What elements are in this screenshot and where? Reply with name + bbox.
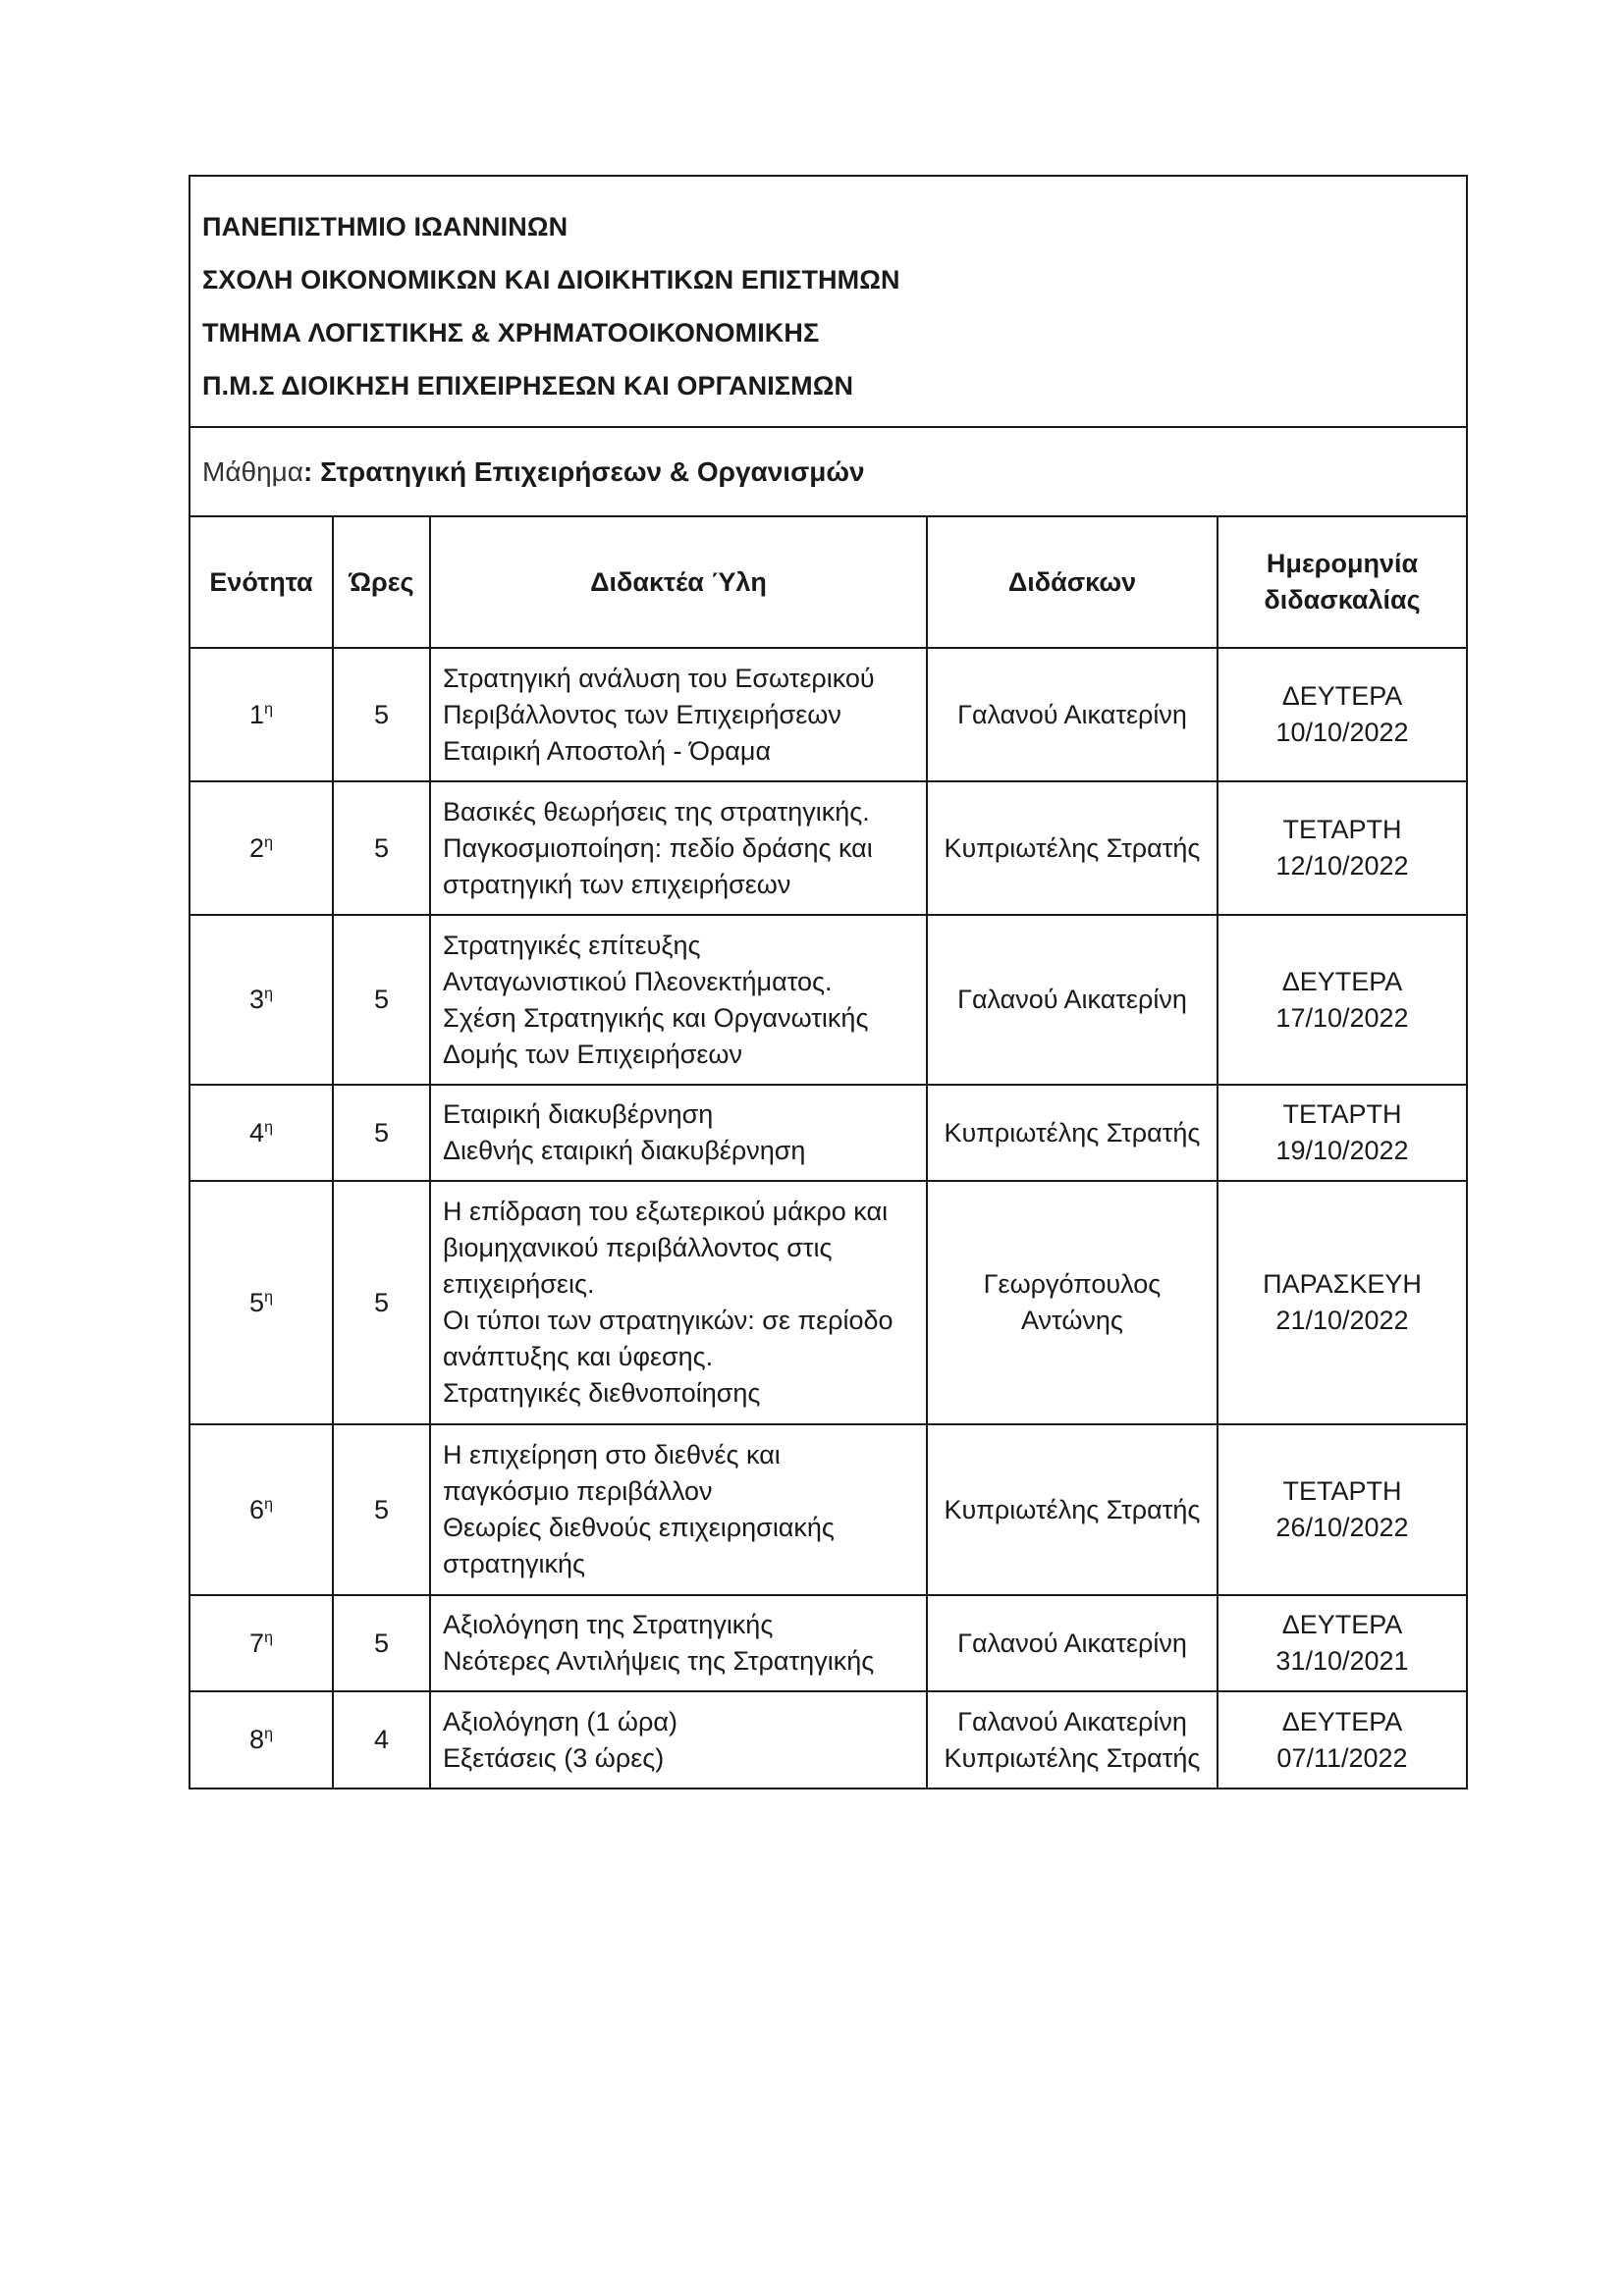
topic-line: Βασικές θεωρήσεις της στρατηγικής.	[443, 796, 870, 827]
date-cell	[1218, 915, 1466, 1085]
hours-cell: 5	[333, 648, 430, 781]
topic-line: Η επίδραση του εξωτερικού μάκρο και	[443, 1197, 889, 1226]
unit-cell	[190, 1424, 333, 1595]
course-line	[190, 428, 1466, 517]
teacher-name: Κυπριωτέλης Στρατής	[944, 1117, 1201, 1148]
course-separator: :	[302, 455, 321, 487]
date-cell	[1218, 1085, 1466, 1181]
unit-ordinal-suffix: η	[264, 1288, 273, 1306]
date-cell	[1218, 1181, 1466, 1424]
topic-line: Η επιχείρηση στο διεθνές και	[443, 1440, 781, 1469]
table-row	[190, 1085, 1466, 1181]
topic-line: βιομηχανικού περιβάλλοντος στις	[443, 1233, 833, 1262]
teacher-name: Γαλανού Αικατερίνη	[957, 1706, 1187, 1736]
column-header-unit: Ενότητα	[190, 517, 333, 648]
lesson-date: 17/10/2022	[1275, 1002, 1409, 1033]
unit-ordinal-suffix: η	[264, 1629, 273, 1646]
unit-ordinal-suffix: η	[264, 1726, 273, 1742]
unit-cell	[190, 781, 333, 915]
teacher-name: Γαλανού Αικατερίνη	[957, 1628, 1187, 1658]
unit-ordinal-suffix: η	[264, 833, 273, 851]
weekday: ΤΕΤΑΡΤΗ	[1282, 1099, 1402, 1129]
school-name: ΣΧΟΛΗ ΟΙΚΟΝΟΜΙΚΩΝ ΚΑΙ ΔΙΟΙΚΗΤΙΚΩΝ ΕΠΙΣΤΗΜΩΝ	[202, 265, 900, 294]
teacher-cell	[927, 1424, 1218, 1595]
topic-cell	[430, 915, 927, 1085]
date-cell	[1218, 648, 1466, 781]
table-header-row	[190, 517, 1466, 648]
weekday: ΠΑΡΑΣΚΕΥΗ	[1263, 1269, 1422, 1299]
topic-line: επιχειρήσεις.	[443, 1269, 595, 1299]
table-row	[190, 781, 1466, 915]
topic-line: στρατηγική των επιχειρήσεων	[443, 869, 791, 899]
teacher-name: Γεωργόπουλος	[983, 1269, 1162, 1299]
teacher-name: Κυπριωτέλης Στρατής	[944, 1742, 1201, 1773]
teacher-cell	[927, 915, 1218, 1085]
date-cell	[1218, 781, 1466, 915]
topic-line: Αξιολόγηση της Στρατηγικής	[443, 1610, 774, 1639]
topic-line: Ανταγωνιστικού Πλεονεκτήματος.	[443, 966, 833, 996]
teacher-name: Αντώνης	[1021, 1306, 1123, 1335]
topic-line: Εξετάσεις (3 ώρες)	[443, 1742, 665, 1773]
date-cell	[1218, 1691, 1466, 1788]
lesson-date: 26/10/2022	[1275, 1513, 1409, 1542]
unit-cell	[190, 648, 333, 781]
date-cell	[1218, 1595, 1466, 1691]
program-name: Π.Μ.Σ ΔΙΟΙΚΗΣΗ ΕΠΙΧΕΙΡΗΣΕΩΝ ΚΑΙ ΟΡΓΑΝΙΣΜΩΝ	[202, 371, 854, 400]
teacher-name: Γαλανού Αικατερίνη	[957, 985, 1187, 1014]
institution-header	[190, 177, 1466, 428]
unit-ordinal-suffix: η	[264, 986, 273, 1002]
table-row	[190, 1595, 1466, 1691]
unit-cell	[190, 915, 333, 1085]
table-row	[190, 648, 1466, 781]
topic-cell	[430, 1691, 927, 1788]
unit-number: 8	[249, 1725, 265, 1754]
unit-number: 3	[249, 985, 265, 1014]
teacher-name: Κυπριωτέλης Στρατής	[944, 832, 1201, 863]
topic-cell	[430, 781, 927, 915]
hours-cell: 5	[333, 781, 430, 915]
topic-line: στρατηγικής	[443, 1549, 586, 1578]
unit-ordinal-suffix: η	[264, 700, 273, 718]
hours-cell: 5	[333, 1424, 430, 1595]
unit-number: 4	[249, 1117, 265, 1148]
topic-line: Στρατηγική ανάλυση του Εσωτερικού	[443, 663, 875, 693]
topic-line: Σχέση Στρατηγικής και Οργανωτικής	[443, 1002, 869, 1033]
unit-cell	[190, 1595, 333, 1691]
lesson-date: 19/10/2022	[1275, 1136, 1409, 1165]
weekday: ΤΕΤΑΡΤΗ	[1282, 1476, 1402, 1506]
weekday: ΔΕΥΤΕΡΑ	[1281, 966, 1403, 996]
teacher-cell	[927, 1595, 1218, 1691]
topic-cell	[430, 648, 927, 781]
teacher-cell	[927, 1691, 1218, 1788]
teacher-name: Κυπριωτέλης Στρατής	[944, 1494, 1201, 1524]
column-header-date-line: Ημερομηνία	[1266, 549, 1419, 578]
topic-cell	[430, 1181, 927, 1424]
teacher-cell	[927, 648, 1218, 781]
weekday: ΔΕΥΤΕΡΑ	[1281, 1706, 1403, 1736]
lesson-date: 12/10/2022	[1275, 851, 1409, 881]
lesson-date: 10/10/2022	[1275, 718, 1409, 747]
hours-cell: 5	[333, 915, 430, 1085]
teacher-cell	[927, 1085, 1218, 1181]
unit-ordinal-suffix: η	[264, 1495, 273, 1513]
lesson-date: 31/10/2021	[1275, 1646, 1409, 1676]
course-name: Στρατηγική Επιχειρήσεων & Οργανισμών	[320, 455, 865, 487]
table-row	[190, 915, 1466, 1085]
column-header-hours: Ώρες	[333, 517, 430, 648]
topic-line: Αξιολόγηση (1 ώρα)	[443, 1706, 677, 1736]
weekday: ΔΕΥΤΕΡΑ	[1281, 1610, 1403, 1639]
topic-cell	[430, 1085, 927, 1181]
hours-cell: 4	[333, 1691, 430, 1788]
weekday: ΤΕΤΑΡΤΗ	[1282, 815, 1402, 844]
topic-line: Δομής των Επιχειρήσεων	[443, 1039, 743, 1069]
unit-ordinal-suffix: η	[264, 1118, 273, 1136]
weekday: ΔΕΥΤΕΡΑ	[1281, 681, 1403, 711]
hours-cell: 5	[333, 1085, 430, 1181]
lesson-date: 07/11/2022	[1276, 1742, 1408, 1773]
teacher-cell	[927, 1181, 1218, 1424]
department-name: ΤΜΗΜΑ ΛΟΓΙΣΤΙΚΗΣ & ΧΡΗΜΑΤΟΟΙΚΟΝΟΜΙΚΗΣ	[202, 318, 820, 347]
schedule-table-body	[190, 648, 1466, 1788]
table-row	[190, 1691, 1466, 1788]
date-cell	[1218, 1424, 1466, 1595]
column-header-topic: Διδακτέα Ύλη	[430, 517, 927, 648]
unit-cell	[190, 1181, 333, 1424]
topic-line: Περιβάλλοντος των Επιχειρήσεων	[443, 699, 841, 729]
table-row	[190, 1424, 1466, 1595]
unit-cell	[190, 1691, 333, 1788]
unit-number: 6	[249, 1494, 265, 1524]
unit-number: 1	[249, 699, 265, 729]
topic-line: Νεότερες Αντιλήψεις της Στρατηγικής	[443, 1646, 875, 1676]
university-name: ΠΑΝΕΠΙΣΤΗΜΙΟ ΙΩΑΝΝΙΝΩΝ	[202, 212, 568, 241]
teacher-cell	[927, 781, 1218, 915]
teacher-name: Γαλανού Αικατερίνη	[957, 699, 1187, 729]
topic-line: Διεθνής εταιρική διακυβέρνηση	[443, 1136, 806, 1165]
column-header-teacher: Διδάσκων	[927, 517, 1218, 648]
column-header-date	[1218, 517, 1466, 648]
unit-number: 5	[249, 1287, 265, 1317]
topic-line: ανάπτυξης και ύφεσης.	[443, 1342, 714, 1371]
column-header-date-line: διδασκαλίας	[1264, 585, 1421, 614]
lesson-date: 21/10/2022	[1275, 1306, 1409, 1335]
unit-number: 7	[249, 1628, 265, 1658]
topic-line: Στρατηγικές επίτευξης	[443, 930, 701, 960]
unit-number: 2	[249, 832, 265, 863]
topic-line: Παγκοσμιοποίηση: πεδίο δράσης και	[443, 832, 873, 863]
unit-cell	[190, 1085, 333, 1181]
schedule-table	[190, 517, 1466, 1788]
hours-cell: 5	[333, 1595, 430, 1691]
hours-cell: 5	[333, 1181, 430, 1424]
topic-line: Θεωρίες διεθνούς επιχειρησιακής	[443, 1513, 835, 1542]
topic-line: Εταιρική Αποστολή - Όραμα	[443, 735, 772, 766]
topic-line: Εταιρική διακυβέρνηση	[443, 1099, 714, 1129]
topic-cell	[430, 1424, 927, 1595]
topic-line: Στρατηγικές διεθνοποίησης	[443, 1378, 761, 1408]
course-label: Μάθημα	[202, 455, 303, 487]
schedule-document	[189, 175, 1468, 1789]
topic-line: Οι τύποι των στρατηγικών: σε περίοδο	[443, 1306, 893, 1335]
topic-line: παγκόσμιο περιβάλλον	[443, 1476, 713, 1506]
topic-cell	[430, 1595, 927, 1691]
table-row	[190, 1181, 1466, 1424]
